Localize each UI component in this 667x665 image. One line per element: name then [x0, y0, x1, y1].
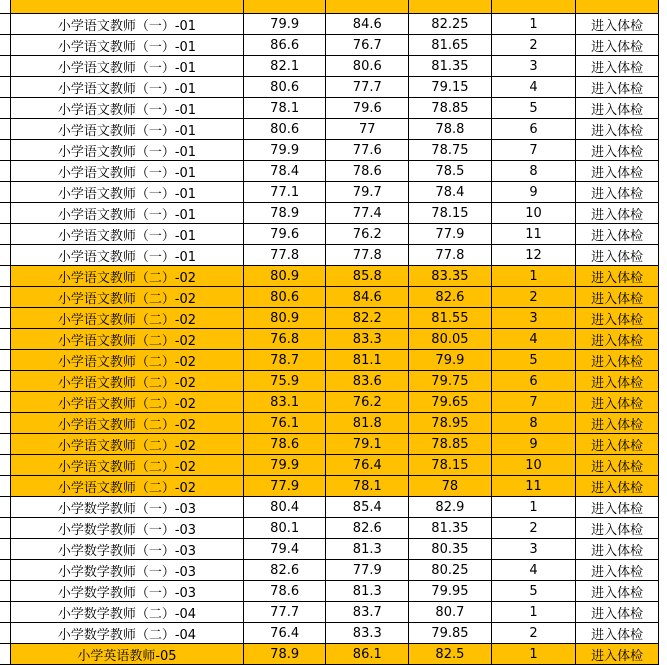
row-lead-cell [0, 476, 11, 497]
cell-total: 82.6 [409, 287, 492, 308]
cell-rank: 7 [491, 392, 576, 413]
cell-total: 78.15 [409, 203, 492, 224]
cell-rank: 2 [491, 623, 576, 644]
cell-total: 80.05 [409, 329, 492, 350]
cell-status: 进入体检 [576, 581, 659, 602]
cell-rank: 1 [491, 644, 576, 665]
cell-status: 进入体检 [576, 560, 659, 581]
table-row [0, 56, 659, 77]
cell-post: 小学语文教师（二）-02 [11, 329, 244, 350]
cell-rank: 6 [491, 371, 576, 392]
cell-score2: 78.1 [326, 476, 409, 497]
cell-status: 进入体检 [576, 371, 659, 392]
cell-score2: 77.9 [326, 560, 409, 581]
row-lead-cell [0, 56, 11, 77]
cell-status: 进入体检 [576, 413, 659, 434]
cell-post: 小学语文教师（一）-01 [11, 56, 244, 77]
cell-rank: 2 [491, 35, 576, 56]
table-row [0, 203, 659, 224]
cell-rank: 3 [491, 539, 576, 560]
cell-rank: 12 [491, 245, 576, 266]
cell-score2: 84.6 [326, 287, 409, 308]
cell-status: 进入体检 [576, 224, 659, 245]
cell-post: 小学语文教师（二）-02 [11, 434, 244, 455]
row-lead-cell [0, 539, 11, 560]
cell-status: 进入体检 [576, 98, 659, 119]
cell-score1: 78.4 [243, 161, 326, 182]
cell-total: 79.9 [409, 350, 492, 371]
row-lead-cell [0, 0, 11, 14]
cell-post: 小学语文教师（二）-02 [11, 455, 244, 476]
row-lead-cell [0, 98, 11, 119]
table-row [0, 182, 659, 203]
cell-total: 78 [409, 476, 492, 497]
cell-score1: 78.6 [243, 434, 326, 455]
cell-status: 进入体检 [576, 476, 659, 497]
cell-rank [491, 0, 576, 14]
cell-total: 78.85 [409, 98, 492, 119]
cell-total [409, 0, 492, 14]
cell-post: 小学数学教师（一）-03 [11, 518, 244, 539]
row-lead-cell [0, 224, 11, 245]
cell-total: 80.7 [409, 602, 492, 623]
cell-score1: 82.1 [243, 56, 326, 77]
cell-total: 79.75 [409, 371, 492, 392]
cell-post: 小学语文教师（一）-01 [11, 203, 244, 224]
cell-post: 小学语文教师（一）-01 [11, 98, 244, 119]
table-row [0, 392, 659, 413]
cell-post: 小学语文教师（一）-01 [11, 77, 244, 98]
cell-status: 进入体检 [576, 287, 659, 308]
cell-score2: 78.6 [326, 161, 409, 182]
cell-score2: 81.8 [326, 413, 409, 434]
cell-score1: 83.1 [243, 392, 326, 413]
cell-post: 小学数学教师（一）-03 [11, 539, 244, 560]
table-row [0, 140, 659, 161]
cell-score1: 77.9 [243, 476, 326, 497]
cell-post: 小学语文教师（一）-01 [11, 245, 244, 266]
cell-rank: 4 [491, 77, 576, 98]
table-row [0, 434, 659, 455]
cell-score2: 77 [326, 119, 409, 140]
cell-post: 小学语文教师（一）-01 [11, 161, 244, 182]
cell-score2: 83.7 [326, 602, 409, 623]
cell-total: 81.55 [409, 308, 492, 329]
cell-score1 [243, 0, 326, 14]
cell-score1: 77.7 [243, 602, 326, 623]
cell-score2: 81.3 [326, 539, 409, 560]
cell-status: 进入体检 [576, 623, 659, 644]
cell-score2: 81.3 [326, 581, 409, 602]
cell-total: 80.25 [409, 560, 492, 581]
cell-status [576, 0, 659, 14]
cell-post: 小学语文教师（二）-02 [11, 476, 244, 497]
table-row [0, 602, 659, 623]
cell-score1: 79.6 [243, 224, 326, 245]
cell-status: 进入体检 [576, 434, 659, 455]
cell-total: 79.85 [409, 623, 492, 644]
cell-status: 进入体检 [576, 14, 659, 35]
cell-status: 进入体检 [576, 644, 659, 665]
cell-total: 78.5 [409, 161, 492, 182]
table-row [0, 581, 659, 602]
cell-rank: 9 [491, 182, 576, 203]
cell-rank: 2 [491, 518, 576, 539]
cell-post: 小学语文教师（二）-02 [11, 266, 244, 287]
cell-score1: 80.1 [243, 518, 326, 539]
cell-score1: 78.6 [243, 581, 326, 602]
cell-score2: 85.4 [326, 497, 409, 518]
cell-score1: 76.4 [243, 623, 326, 644]
cell-score2: 77.8 [326, 245, 409, 266]
cell-score1: 79.4 [243, 539, 326, 560]
cell-status: 进入体检 [576, 539, 659, 560]
table-row [0, 14, 659, 35]
cell-post: 小学语文教师（一）-01 [11, 35, 244, 56]
table-row [0, 308, 659, 329]
table-row [0, 287, 659, 308]
cell-status: 进入体检 [576, 266, 659, 287]
table-row-partial-top [0, 0, 659, 14]
table-row [0, 371, 659, 392]
cell-rank: 4 [491, 560, 576, 581]
cell-total: 80.35 [409, 539, 492, 560]
row-lead-cell [0, 266, 11, 287]
row-lead-cell [0, 119, 11, 140]
cell-score1: 80.4 [243, 497, 326, 518]
row-lead-cell [0, 161, 11, 182]
cell-post: 小学数学教师（一）-03 [11, 581, 244, 602]
row-lead-cell [0, 623, 11, 644]
cell-score2: 82.2 [326, 308, 409, 329]
cell-score2: 85.8 [326, 266, 409, 287]
cell-status: 进入体检 [576, 329, 659, 350]
cell-rank: 4 [491, 329, 576, 350]
cell-total: 78.4 [409, 182, 492, 203]
cell-status: 进入体检 [576, 77, 659, 98]
cell-total: 79.65 [409, 392, 492, 413]
cell-total: 78.8 [409, 119, 492, 140]
cell-total: 82.25 [409, 14, 492, 35]
cell-score1: 76.8 [243, 329, 326, 350]
table-row [0, 623, 659, 644]
row-lead-cell [0, 371, 11, 392]
cell-status: 进入体检 [576, 119, 659, 140]
cell-status: 进入体检 [576, 35, 659, 56]
cell-total: 82.5 [409, 644, 492, 665]
cell-rank: 6 [491, 119, 576, 140]
table-row [0, 98, 659, 119]
cell-status: 进入体检 [576, 602, 659, 623]
row-lead-cell [0, 182, 11, 203]
cell-total: 77.8 [409, 245, 492, 266]
cell-rank: 1 [491, 497, 576, 518]
cell-score1: 80.6 [243, 77, 326, 98]
table-row [0, 161, 659, 182]
cell-post: 小学语文教师（一）-01 [11, 182, 244, 203]
row-lead-cell [0, 77, 11, 98]
cell-score2: 83.6 [326, 371, 409, 392]
cell-score2: 77.6 [326, 140, 409, 161]
cell-score2: 82.6 [326, 518, 409, 539]
cell-score1: 82.6 [243, 560, 326, 581]
row-lead-cell [0, 581, 11, 602]
cell-rank: 1 [491, 602, 576, 623]
cell-status: 进入体检 [576, 497, 659, 518]
cell-score2: 79.6 [326, 98, 409, 119]
cell-rank: 7 [491, 140, 576, 161]
cell-score2: 76.2 [326, 392, 409, 413]
row-lead-cell [0, 455, 11, 476]
cell-score1: 79.9 [243, 140, 326, 161]
row-lead-cell [0, 392, 11, 413]
cell-score2: 86.1 [326, 644, 409, 665]
cell-rank: 11 [491, 224, 576, 245]
cell-rank: 3 [491, 308, 576, 329]
cell-total: 83.35 [409, 266, 492, 287]
cell-total: 82.9 [409, 497, 492, 518]
cell-rank: 3 [491, 56, 576, 77]
cell-post: 小学英语教师-05 [11, 644, 244, 665]
cell-score1: 80.6 [243, 287, 326, 308]
row-lead-cell [0, 350, 11, 371]
cell-score2: 76.7 [326, 35, 409, 56]
cell-total: 78.15 [409, 455, 492, 476]
cell-post: 小学语文教师（一）-01 [11, 119, 244, 140]
cell-score1: 78.1 [243, 98, 326, 119]
table-row [0, 266, 659, 287]
cell-status: 进入体检 [576, 182, 659, 203]
cell-post: 小学语文教师（二）-02 [11, 308, 244, 329]
cell-score1: 77.1 [243, 182, 326, 203]
cell-post: 小学数学教师（二）-04 [11, 602, 244, 623]
row-lead-cell [0, 203, 11, 224]
cell-status: 进入体检 [576, 392, 659, 413]
cell-rank: 5 [491, 350, 576, 371]
cell-total: 79.95 [409, 581, 492, 602]
cell-rank: 5 [491, 581, 576, 602]
cell-post: 小学语文教师（一）-01 [11, 224, 244, 245]
cell-total: 78.85 [409, 434, 492, 455]
cell-score2: 81.1 [326, 350, 409, 371]
table-row [0, 224, 659, 245]
cell-post [11, 0, 244, 14]
cell-post: 小学数学教师（二）-04 [11, 623, 244, 644]
cell-post: 小学语文教师（二）-02 [11, 371, 244, 392]
cell-total: 78.95 [409, 413, 492, 434]
table-row [0, 518, 659, 539]
cell-score1: 80.9 [243, 308, 326, 329]
row-lead-cell [0, 329, 11, 350]
cell-score1: 79.9 [243, 14, 326, 35]
cell-rank: 8 [491, 413, 576, 434]
cell-score1: 79.9 [243, 455, 326, 476]
cell-score2: 76.2 [326, 224, 409, 245]
cell-rank: 8 [491, 161, 576, 182]
row-lead-cell [0, 287, 11, 308]
cell-post: 小学语文教师（一）-01 [11, 140, 244, 161]
cell-total: 78.75 [409, 140, 492, 161]
cell-post: 小学语文教师（二）-02 [11, 413, 244, 434]
table-row [0, 560, 659, 581]
table-row [0, 35, 659, 56]
cell-rank: 10 [491, 455, 576, 476]
cell-status: 进入体检 [576, 140, 659, 161]
row-lead-cell [0, 434, 11, 455]
row-lead-cell [0, 140, 11, 161]
cell-status: 进入体检 [576, 518, 659, 539]
cell-post: 小学数学教师（一）-03 [11, 560, 244, 581]
cell-total: 81.35 [409, 518, 492, 539]
cell-status: 进入体检 [576, 308, 659, 329]
cell-score2: 79.1 [326, 434, 409, 455]
cell-score2: 77.7 [326, 77, 409, 98]
cell-total: 81.65 [409, 35, 492, 56]
cell-score1: 80.6 [243, 119, 326, 140]
cell-post: 小学语文教师（二）-02 [11, 350, 244, 371]
row-lead-cell [0, 497, 11, 518]
cell-status: 进入体检 [576, 350, 659, 371]
cell-score2: 76.4 [326, 455, 409, 476]
cell-rank: 1 [491, 14, 576, 35]
row-lead-cell [0, 245, 11, 266]
cell-score1: 75.9 [243, 371, 326, 392]
cell-score1: 78.9 [243, 644, 326, 665]
row-lead-cell [0, 413, 11, 434]
row-lead-cell [0, 35, 11, 56]
cell-total: 79.15 [409, 77, 492, 98]
cell-rank: 2 [491, 287, 576, 308]
row-lead-cell [0, 308, 11, 329]
row-lead-cell [0, 518, 11, 539]
row-lead-cell [0, 14, 11, 35]
table-row [0, 119, 659, 140]
table-row [0, 245, 659, 266]
cell-score2: 84.6 [326, 14, 409, 35]
table-row [0, 413, 659, 434]
cell-score1: 80.9 [243, 266, 326, 287]
cell-score1: 78.9 [243, 203, 326, 224]
cell-score2: 80.6 [326, 56, 409, 77]
cell-post: 小学数学教师（一）-03 [11, 497, 244, 518]
cell-status: 进入体检 [576, 161, 659, 182]
cell-post: 小学语文教师（二）-02 [11, 287, 244, 308]
table-row [0, 77, 659, 98]
cell-score1: 76.1 [243, 413, 326, 434]
table-row [0, 350, 659, 371]
cell-status: 进入体检 [576, 245, 659, 266]
cell-total: 77.9 [409, 224, 492, 245]
row-lead-cell [0, 560, 11, 581]
cell-score2 [326, 0, 409, 14]
table-row [0, 329, 659, 350]
row-lead-cell [0, 602, 11, 623]
table-row [0, 476, 659, 497]
cell-score2: 83.3 [326, 623, 409, 644]
table-row [0, 644, 659, 665]
cell-rank: 11 [491, 476, 576, 497]
cell-status: 进入体检 [576, 203, 659, 224]
cell-rank: 9 [491, 434, 576, 455]
cell-status: 进入体检 [576, 455, 659, 476]
cell-score1: 86.6 [243, 35, 326, 56]
table-row [0, 539, 659, 560]
cell-post: 小学语文教师（一）-01 [11, 14, 244, 35]
cell-score2: 79.7 [326, 182, 409, 203]
cell-rank: 10 [491, 203, 576, 224]
table-row [0, 455, 659, 476]
cell-total: 81.35 [409, 56, 492, 77]
row-lead-cell [0, 644, 11, 665]
cell-post: 小学语文教师（二）-02 [11, 392, 244, 413]
table-row [0, 497, 659, 518]
cell-score2: 77.4 [326, 203, 409, 224]
cell-rank: 1 [491, 266, 576, 287]
cell-score1: 77.8 [243, 245, 326, 266]
cell-score2: 83.3 [326, 329, 409, 350]
cell-rank: 5 [491, 98, 576, 119]
cell-status: 进入体检 [576, 56, 659, 77]
cell-score1: 78.7 [243, 350, 326, 371]
